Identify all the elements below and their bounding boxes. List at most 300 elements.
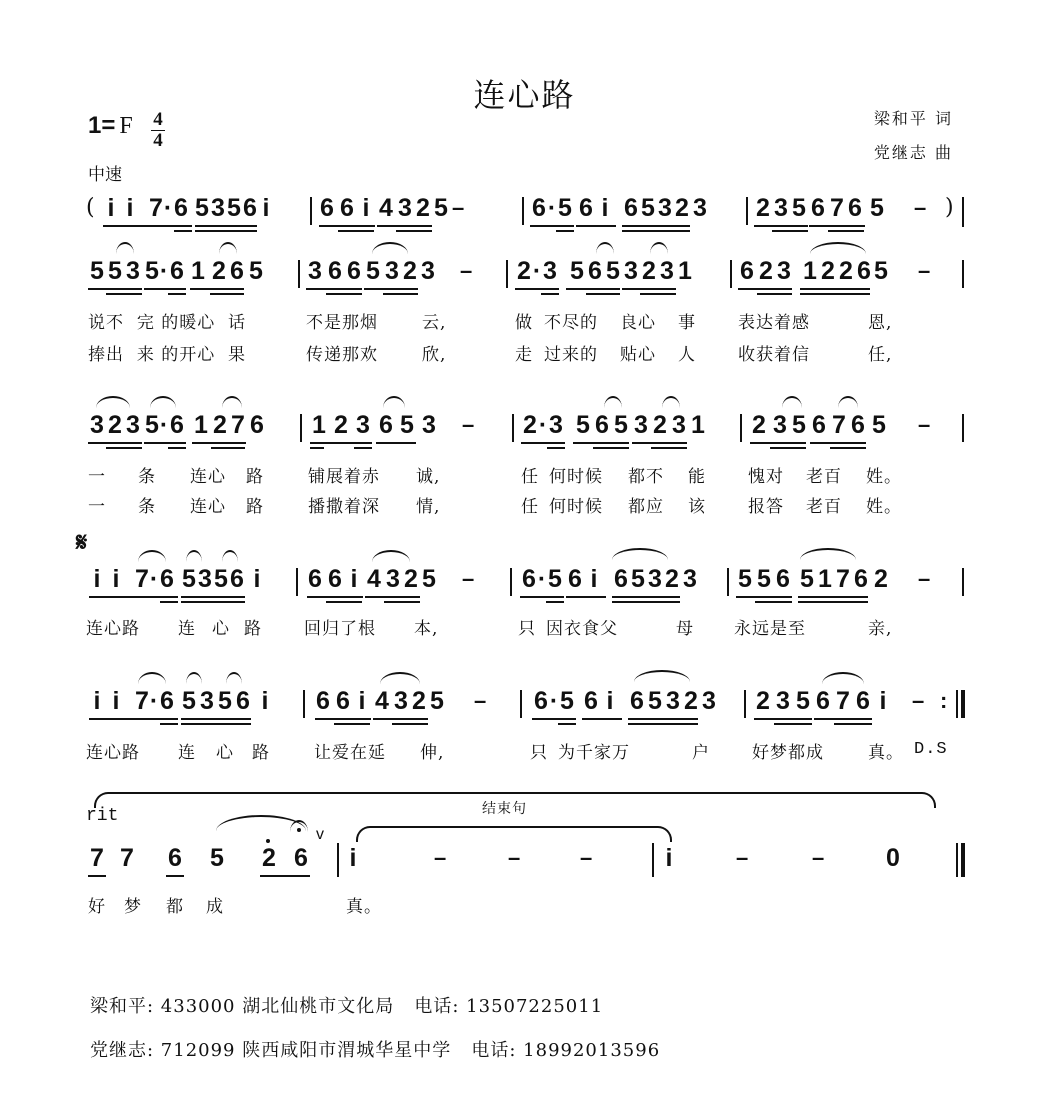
dash: – (912, 688, 925, 713)
barline (962, 414, 964, 442)
note: i (107, 194, 115, 222)
lyric: 好 (88, 897, 106, 917)
dash: – (918, 566, 931, 591)
note: 6 (854, 565, 868, 593)
lyric: 只 (530, 743, 548, 763)
lyric: 为千家万 (558, 743, 630, 763)
lyric: 只 (518, 619, 536, 639)
note: 5 (195, 194, 209, 222)
final-barline-thick (961, 843, 965, 877)
note: i (93, 687, 101, 715)
note: 6 (848, 194, 862, 222)
note: 6 (320, 194, 334, 222)
note: 5 (145, 411, 159, 439)
lyric: 亲, (868, 619, 893, 639)
note: i (261, 687, 269, 715)
lyric: 能 (688, 467, 706, 487)
lyric: 条 (138, 467, 156, 487)
dash: – (452, 195, 465, 220)
note: 5 (606, 257, 620, 285)
note: 2 (821, 257, 835, 285)
lyric: 良心 (620, 313, 656, 333)
note: 7 (832, 411, 846, 439)
lyricist-contact: 梁和平: 433000 湖北仙桃市文化局 电话: 13507225011 (90, 996, 604, 1017)
note: 7 (90, 844, 104, 872)
dash: – (474, 688, 487, 713)
note: 5 (548, 565, 562, 593)
note: i (606, 687, 614, 715)
note: 6 (250, 411, 264, 439)
time-bottom: 4 (153, 130, 163, 151)
dot: · (549, 687, 559, 715)
note: 7 (135, 565, 149, 593)
note: 3 (200, 687, 214, 715)
note: 3 (777, 257, 791, 285)
dash: – (462, 412, 475, 437)
note: 5 (558, 194, 572, 222)
note: 3 (126, 257, 140, 285)
note: i (112, 565, 120, 593)
note: i (126, 194, 134, 222)
lyric: 贴心 (620, 345, 656, 365)
lyric: 母 (676, 619, 694, 639)
final-barline-thin (956, 843, 958, 877)
segno-icon: 𝄋 (76, 528, 88, 558)
lyric: 好梦都成 (752, 743, 824, 763)
note: 5 (872, 411, 886, 439)
note: 2 (212, 257, 226, 285)
note: 6 (812, 411, 826, 439)
note: 5 (870, 194, 884, 222)
note: 6 (294, 844, 308, 872)
dot: · (547, 194, 557, 222)
lyric: 永远是至 (734, 619, 806, 639)
note: 6 (170, 411, 184, 439)
note: 7 (836, 565, 850, 593)
dot: · (159, 257, 169, 285)
system-6 (0, 843, 1049, 883)
lyric: 老百 (806, 467, 842, 487)
barline (300, 414, 302, 442)
note: 6 (340, 194, 354, 222)
ending-label: 结束句 (482, 801, 527, 817)
lyric: 梦 (124, 897, 142, 917)
note: 6 (588, 257, 602, 285)
lyric-verse-2: 捧出 来 的开心 果 (88, 345, 247, 365)
note: 6 (174, 194, 188, 222)
lyric: 路 (246, 497, 264, 517)
lyric: 连 (178, 619, 196, 639)
note: 6 (230, 565, 244, 593)
note: i (601, 194, 609, 222)
composer-contact: 党继志: 712099 陕西咸阳市渭城华星中学 电话: 18992013596 (90, 1040, 661, 1061)
lyric: 事 (678, 313, 696, 333)
barline (746, 197, 748, 225)
lyric: 连心路 (86, 619, 140, 639)
barline (506, 260, 508, 288)
note: 3 (624, 257, 638, 285)
repeat-dots: : (940, 688, 948, 713)
lyric: 户 (692, 743, 710, 763)
note: 6 (168, 844, 182, 872)
note: 3 (90, 411, 104, 439)
lyric: 一 (88, 467, 106, 487)
ritardando-marking: rit (86, 806, 119, 826)
barline (512, 414, 514, 442)
note: 3 (543, 257, 557, 285)
note: 3 (660, 257, 674, 285)
lyric: 任 (521, 467, 539, 487)
note: 3 (198, 565, 212, 593)
dash: – (812, 845, 825, 870)
note: 2 (262, 844, 276, 872)
note: 1 (678, 257, 692, 285)
lyric: 不是那烟 (306, 313, 378, 333)
key-signature (88, 112, 133, 140)
note: 5 (182, 565, 196, 593)
note: 6 (347, 257, 361, 285)
barline (730, 260, 732, 288)
fermata-dot (297, 828, 301, 832)
note: 3 (549, 411, 563, 439)
barline (298, 260, 300, 288)
time-signature (150, 110, 166, 151)
note: 6 (568, 565, 582, 593)
note: 3 (774, 194, 788, 222)
note: 2 (653, 411, 667, 439)
lyric: 恩, (868, 313, 893, 333)
note: 2 (756, 194, 770, 222)
note: 6 (230, 257, 244, 285)
note: 1 (194, 411, 208, 439)
dash: – (580, 845, 593, 870)
dot: · (538, 411, 548, 439)
lyric: 本, (414, 619, 439, 639)
note: 6 (579, 194, 593, 222)
lyric: 播撒着深 (308, 497, 380, 517)
lyric: 都应 (628, 497, 664, 517)
barline (962, 568, 964, 596)
tempo-marking: 中速 (88, 165, 122, 185)
note: 6 (630, 687, 644, 715)
dot: · (149, 687, 159, 715)
note: 2 (759, 257, 773, 285)
dash: – (918, 258, 931, 283)
lyric: 表达着感 (738, 313, 810, 333)
lyric: 该 (688, 497, 706, 517)
lyric: 姓。 (866, 497, 902, 517)
dash: – (460, 258, 473, 283)
note: 6 (857, 257, 871, 285)
note: 5 (249, 257, 263, 285)
system-5 (0, 686, 1049, 726)
note: 6 (811, 194, 825, 222)
note: 4 (375, 687, 389, 715)
note: 5 (218, 687, 232, 715)
note: 3 (421, 257, 435, 285)
note: 7 (830, 194, 844, 222)
note: 2 (416, 194, 430, 222)
note: 5 (648, 687, 662, 715)
note: 5 (874, 257, 888, 285)
note: 5 (641, 194, 655, 222)
lyric: 路 (244, 619, 262, 639)
note: 6 (308, 565, 322, 593)
note: 5 (227, 194, 241, 222)
repeat-end-thin (956, 690, 958, 718)
note: 2 (403, 257, 417, 285)
high-octave-dot (266, 839, 270, 843)
note: 6 (328, 257, 342, 285)
note: 5 (366, 257, 380, 285)
lyric: 铺展着赤 (308, 467, 380, 487)
note: 2 (334, 411, 348, 439)
note: i (358, 687, 366, 715)
lyric: 收获着信 (738, 345, 810, 365)
note: 6 (336, 687, 350, 715)
note: 7 (120, 844, 134, 872)
barline (337, 843, 339, 877)
key-note: F (119, 113, 133, 139)
repeat-end-thick (961, 690, 965, 718)
note: 6 (316, 687, 330, 715)
note: 6 (856, 687, 870, 715)
note: 3 (398, 194, 412, 222)
note: i (350, 565, 358, 593)
phrase-bracket (356, 826, 672, 842)
open-paren: ( (86, 195, 96, 220)
lyric: 都不 (628, 467, 664, 487)
system-2 (0, 256, 1049, 296)
lyric: 让爱在延 (314, 743, 386, 763)
lyric: 条 (138, 497, 156, 517)
note: 6 (236, 687, 250, 715)
note: 6 (584, 687, 598, 715)
note: 2 (675, 194, 689, 222)
note: 3 (422, 411, 436, 439)
note: 5 (738, 565, 752, 593)
note: i (665, 844, 673, 872)
barline (740, 414, 742, 442)
note: 3 (658, 194, 672, 222)
note: i (93, 565, 101, 593)
lyric: 欣, (422, 345, 447, 365)
lyric: 成 (206, 897, 224, 917)
lyric: 连 (178, 743, 196, 763)
note: 3 (126, 411, 140, 439)
note: 2 (839, 257, 853, 285)
lyric: 传递那欢 (306, 345, 378, 365)
lyric: 真。 (346, 897, 382, 917)
note: 3 (385, 257, 399, 285)
note: 5 (145, 257, 159, 285)
rest: 0 (886, 844, 900, 872)
note: 3 (683, 565, 697, 593)
note: 5 (576, 411, 590, 439)
note: 7 (149, 194, 163, 222)
note: 6 (740, 257, 754, 285)
note: 4 (367, 565, 381, 593)
note: i (112, 687, 120, 715)
note: 5 (792, 411, 806, 439)
close-paren: ) (945, 195, 955, 220)
lyric: 诚, (416, 467, 441, 487)
lyric: 云, (422, 313, 447, 333)
note: 1 (312, 411, 326, 439)
note: 6 (614, 565, 628, 593)
lyric: 过来的 (544, 345, 598, 365)
note: 5 (800, 565, 814, 593)
note: 5 (560, 687, 574, 715)
note: 2 (752, 411, 766, 439)
lyricist-credit: 梁和平 词 (873, 109, 953, 128)
note: 3 (693, 194, 707, 222)
dash: – (462, 566, 475, 591)
note: 6 (534, 687, 548, 715)
note: 7 (836, 687, 850, 715)
lyric: 路 (246, 467, 264, 487)
lyric: 因衣食父 (546, 619, 618, 639)
barline (296, 568, 298, 596)
note: 5 (214, 565, 228, 593)
lyric: 心 (212, 619, 230, 639)
lyric: 连心 (190, 497, 226, 517)
lyric: 心 (216, 743, 234, 763)
lyric: 报答 (748, 497, 784, 517)
note: 1 (191, 257, 205, 285)
note: 6 (532, 194, 546, 222)
note: 2 (665, 565, 679, 593)
note: 5 (108, 257, 122, 285)
note: 6 (816, 687, 830, 715)
note: 5 (570, 257, 584, 285)
dot: · (149, 565, 159, 593)
dash: – (918, 412, 931, 437)
note: 7 (135, 687, 149, 715)
lyric-verse-1: 说不 完 的暖心 话 (88, 313, 247, 333)
barline (522, 197, 524, 225)
lyric: 愧对 (748, 467, 784, 487)
note: 3 (773, 411, 787, 439)
note: 3 (356, 411, 370, 439)
system-3 (0, 410, 1049, 450)
note: 5 (614, 411, 628, 439)
note: 1 (691, 411, 705, 439)
note: 2 (642, 257, 656, 285)
note: 6 (595, 411, 609, 439)
note: 5 (422, 565, 436, 593)
lyric: 走 (515, 345, 533, 365)
note: 6 (243, 194, 257, 222)
barline (303, 690, 305, 718)
dash: – (914, 195, 927, 220)
note: 3 (666, 687, 680, 715)
note: 5 (792, 194, 806, 222)
note: 6 (379, 411, 393, 439)
dot: · (537, 565, 547, 593)
barline (744, 690, 746, 718)
note: 3 (394, 687, 408, 715)
key-label: 1= (88, 112, 116, 139)
lyric: 回归了根 (304, 619, 376, 639)
note: 5 (182, 687, 196, 715)
lyric: 真。 (868, 743, 904, 763)
note: 1 (818, 565, 832, 593)
lyric: 情, (416, 497, 441, 517)
note: 6 (776, 565, 790, 593)
composer-credit: 党继志 曲 (873, 143, 953, 162)
note: 6 (851, 411, 865, 439)
dash: – (434, 845, 447, 870)
note: 3 (634, 411, 648, 439)
barline (962, 260, 964, 288)
note: i (262, 194, 270, 222)
note: 3 (648, 565, 662, 593)
note: i (879, 687, 887, 715)
barline (652, 843, 654, 877)
dot: · (532, 257, 542, 285)
lyric: 老百 (806, 497, 842, 517)
note: 3 (702, 687, 716, 715)
intro-system (0, 193, 1049, 233)
note: 6 (328, 565, 342, 593)
barline (510, 568, 512, 596)
note: 1 (803, 257, 817, 285)
lyric: 任, (868, 345, 893, 365)
note: 5 (631, 565, 645, 593)
note: 4 (379, 194, 393, 222)
note: 2 (523, 411, 537, 439)
note: 2 (517, 257, 531, 285)
note: 2 (213, 411, 227, 439)
note: 5 (90, 257, 104, 285)
breath-mark: v (316, 826, 324, 843)
note: i (253, 565, 261, 593)
note: 2 (756, 687, 770, 715)
note: 7 (231, 411, 245, 439)
lyric: 连心路 (86, 743, 140, 763)
note: 2 (404, 565, 418, 593)
note: 2 (684, 687, 698, 715)
lyric: 姓。 (866, 467, 902, 487)
dash: – (508, 845, 521, 870)
note: 5 (796, 687, 810, 715)
song-title: 连心路 (473, 76, 576, 114)
lyric: 路 (252, 743, 270, 763)
dot: · (159, 411, 169, 439)
lyric: 伸, (420, 743, 445, 763)
note: 6 (624, 194, 638, 222)
note: 5 (434, 194, 448, 222)
lyric: 何时候 (549, 467, 603, 487)
dot: · (163, 194, 173, 222)
lyric: 做 (515, 313, 533, 333)
note: 5 (210, 844, 224, 872)
barline (962, 197, 964, 227)
dal-segno-mark: D.S (914, 740, 948, 759)
note: 6 (522, 565, 536, 593)
note: 6 (160, 565, 174, 593)
lyric: 何时候 (549, 497, 603, 517)
lyric: 不尽的 (544, 313, 598, 333)
note: i (362, 194, 370, 222)
note: 6 (170, 257, 184, 285)
note: 2 (874, 565, 888, 593)
note: 3 (776, 687, 790, 715)
note: 2 (108, 411, 122, 439)
system-4 (0, 564, 1049, 604)
note: 5 (757, 565, 771, 593)
